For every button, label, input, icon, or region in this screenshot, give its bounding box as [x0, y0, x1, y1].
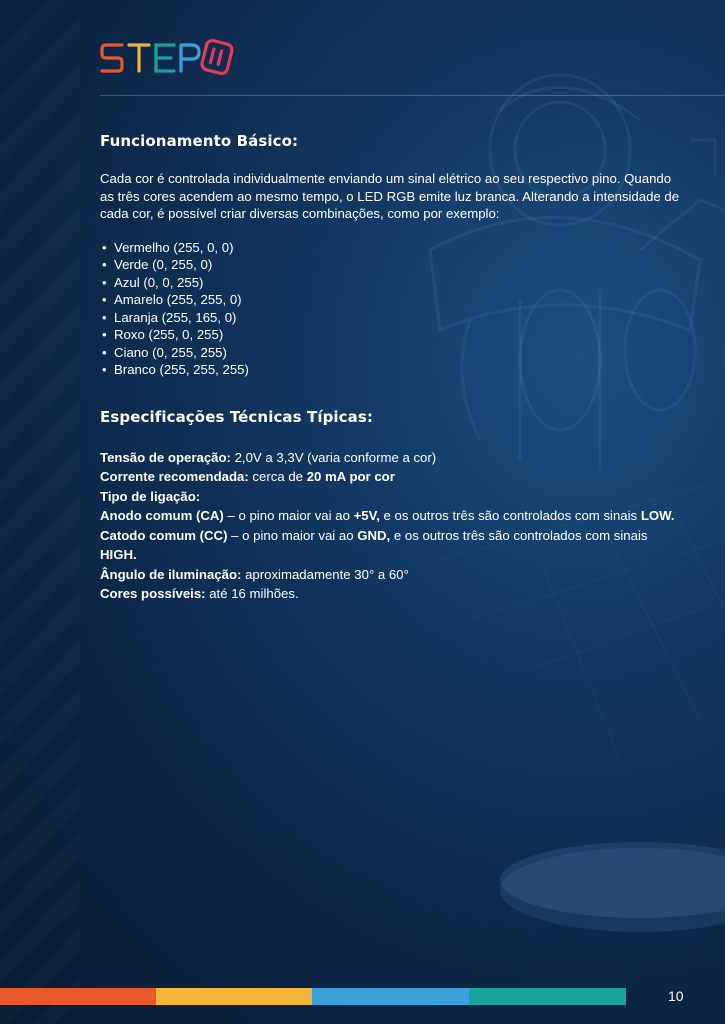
- list-item: • Azul (0, 0, 255): [102, 274, 680, 292]
- spec-cathode-text: – o pino maior vai ao: [227, 527, 358, 543]
- footer-bar-teal: [469, 988, 626, 1005]
- spec-anode-pin: +5V,: [353, 508, 380, 523]
- spec-cathode-pin: GND,: [357, 527, 391, 543]
- spec-colors-label: Cores possíveis:: [100, 586, 206, 601]
- spec-angle-label: Ângulo de iluminação:: [100, 566, 242, 582]
- spec-anode-label: Anodo comum (CA): [100, 508, 224, 523]
- spec-common-anode: [100, 506, 680, 526]
- spec-connection-label: Tipo de ligação:: [100, 488, 201, 504]
- basic-intro-paragraph: Cada cor é controlada individualmente enviando um sinal elétrico ao seu respectivo pino. Quando as três cores acendem ao mesmo tempo, o LED RGB emite luz branca. Alterando a intensidade de cada cor, é possível criar diversas combinações, como por exemplo:: [100, 171, 680, 221]
- spec-current-label: Corrente recomendada:: [100, 469, 249, 484]
- list-item: • Ciano (0, 255, 255): [102, 344, 680, 362]
- step-logo: [100, 36, 235, 80]
- spec-anode-signal: LOW.: [640, 508, 675, 523]
- spec-cathode-text2: e os outros três são controlados com sinais: [390, 527, 648, 543]
- list-item: • Verde (0, 255, 0): [102, 256, 680, 274]
- spec-angle-value: aproximadamente 30° a 60°: [241, 566, 409, 582]
- page-number: 10: [668, 988, 684, 1004]
- spec-voltage-label: Tensão de operação:: [100, 449, 231, 465]
- color-examples-list: [102, 239, 680, 379]
- list-item: • Roxo (255, 0, 255): [102, 326, 680, 344]
- main-content: [100, 128, 680, 604]
- spec-colors-value: até 16 milhões.: [205, 586, 299, 601]
- footer-color-bar: [0, 988, 626, 1005]
- footer-bar-orange: [0, 988, 156, 1005]
- background-stripes: [0, 0, 80, 1024]
- spec-cathode-signal: HIGH.: [100, 547, 137, 562]
- spec-voltage-value: 2,0V a 3,3V (varia conforme a cor): [230, 449, 437, 465]
- spec-voltage: [100, 448, 680, 468]
- header-divider: [100, 95, 725, 96]
- section-title-basic: Funcionamento Básico:: [100, 132, 299, 150]
- section-title-specs: Especificações Técnicas Típicas:: [100, 407, 374, 426]
- footer-bar-blue: [312, 988, 469, 1005]
- spec-current-value: cerca de: [248, 469, 307, 484]
- footer-bar-yellow: [156, 988, 312, 1005]
- spec-illumination-angle: [100, 565, 680, 585]
- spec-possible-colors: [100, 584, 680, 604]
- spec-connection-type: [100, 487, 680, 507]
- spec-common-cathode: [100, 526, 680, 565]
- spec-cathode-label: Catodo comum (CC): [100, 527, 228, 543]
- list-item: • Laranja (255, 165, 0): [102, 309, 680, 327]
- list-item: • Amarelo (255, 255, 0): [102, 291, 680, 309]
- spec-current-bold: 20 mA por cor: [306, 469, 395, 484]
- list-item: • Branco (255, 255, 255): [102, 361, 680, 379]
- spec-anode-text2: e os outros três são controlados com sinais: [379, 508, 641, 523]
- spec-anode-text: – o pino maior vai ao: [223, 508, 354, 523]
- spec-current: [100, 467, 680, 487]
- specs-block: [100, 448, 680, 604]
- list-item: • Vermelho (255, 0, 0): [102, 239, 680, 257]
